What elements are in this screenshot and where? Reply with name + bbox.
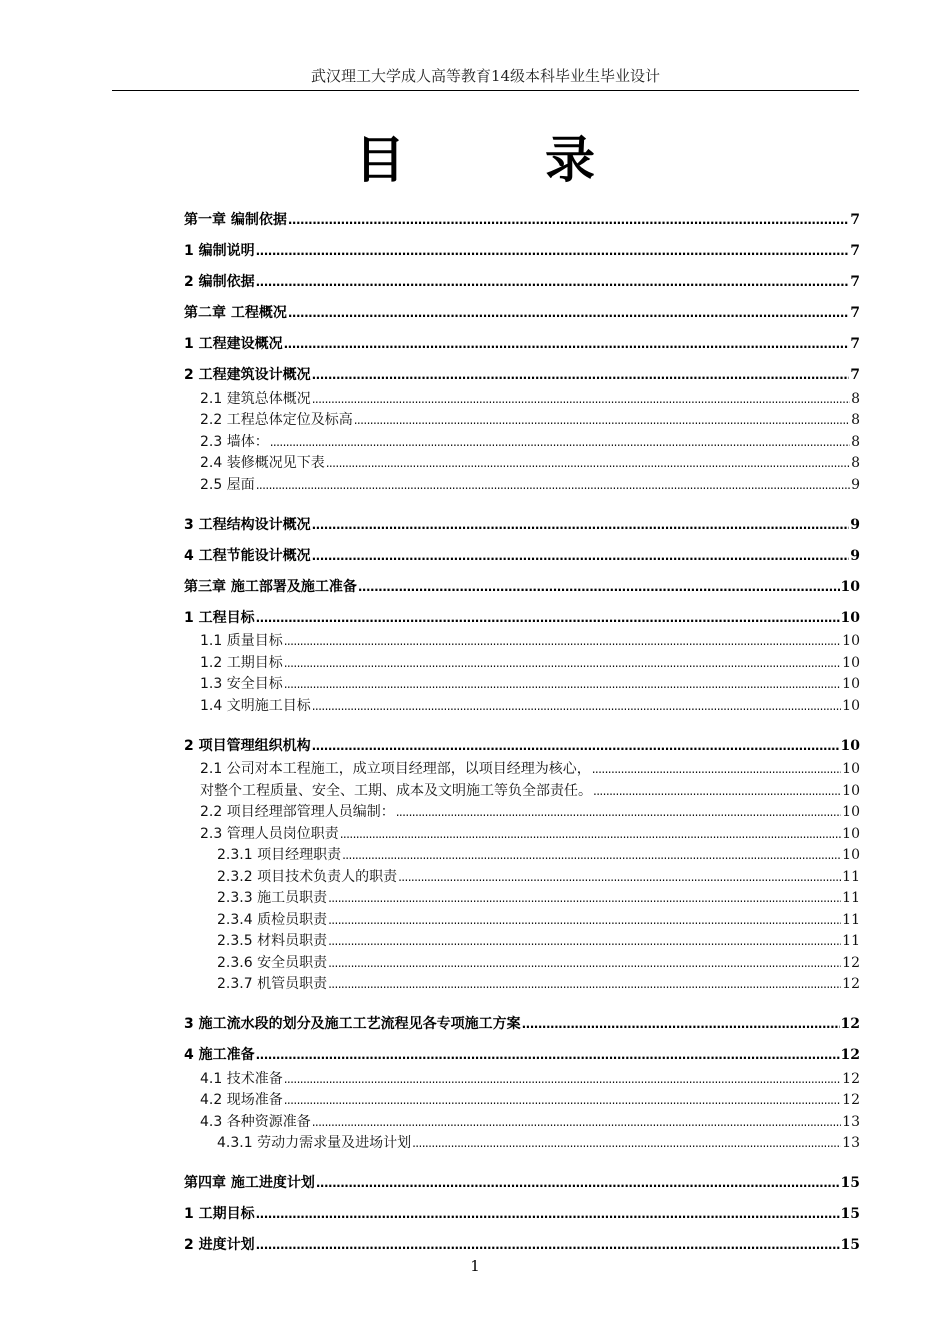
toc-dot-leader xyxy=(312,515,850,535)
toc-entry[interactable] xyxy=(184,230,860,261)
toc-entry-title: 1 工程目标 xyxy=(184,609,255,626)
toc-entry-title: 2.1 公司对本工程施工，成立项目经理部，以项目经理为核心， xyxy=(200,761,591,777)
toc-dot-leader xyxy=(326,453,850,473)
toc-dot-leader xyxy=(284,1069,841,1089)
toc-entry-title: 第四章 施工进度计划 xyxy=(184,1175,315,1191)
table-of-contents xyxy=(184,199,860,1255)
toc-entry-title: 对整个工程质量、安全、工期、成本及文明施工等负全部责任。 xyxy=(200,782,592,799)
toc-entry[interactable] xyxy=(184,673,860,695)
toc-entry-title: 2.3.4 质检员职责 xyxy=(217,911,328,928)
toc-dot-leader xyxy=(256,475,850,495)
toc-entry-title: 2.3.6 安全员职责 xyxy=(217,954,328,971)
toc-entry-page: 10 xyxy=(840,578,860,595)
toc-entry-page: 10 xyxy=(842,633,860,649)
toc-entry-title: 2.4 装修概况见下表 xyxy=(200,455,325,471)
toc-dot-leader xyxy=(256,1204,840,1224)
toc-entry-page: 15 xyxy=(840,1237,860,1253)
toc-entry-page: 10 xyxy=(842,676,860,692)
toc-dot-leader xyxy=(328,888,841,908)
toc-entry-title: 2.3 管理人员岗位职责 xyxy=(200,825,339,842)
toc-dot-leader xyxy=(522,1014,840,1034)
toc-entry-page: 8 xyxy=(851,390,860,407)
toc-dot-leader xyxy=(312,365,850,385)
toc-dot-leader xyxy=(256,1235,840,1255)
toc-entry-title: 1 编制说明 xyxy=(184,243,255,259)
toc-entry-page: 11 xyxy=(842,868,860,885)
toc-entry[interactable] xyxy=(184,801,860,823)
toc-entry[interactable] xyxy=(184,199,860,230)
toc-dot-leader xyxy=(342,845,841,865)
toc-dot-leader xyxy=(284,1090,841,1110)
toc-entry-page: 12 xyxy=(842,976,860,992)
toc-entry[interactable] xyxy=(184,430,860,452)
page-number: 1 xyxy=(470,1257,480,1275)
toc-dot-leader xyxy=(593,781,841,801)
toc-dot-leader xyxy=(256,1045,840,1065)
toc-entry[interactable] xyxy=(184,779,860,801)
toc-dot-leader xyxy=(284,631,841,651)
toc-entry-page: 13 xyxy=(842,1113,860,1130)
toc-dot-leader xyxy=(312,696,841,716)
toc-entry-page: 11 xyxy=(842,933,860,949)
toc-entry[interactable] xyxy=(184,1003,860,1034)
toc-entry-title: 1.2 工期目标 xyxy=(200,654,283,671)
toc-dot-leader xyxy=(328,974,841,994)
toc-entry[interactable] xyxy=(184,535,860,566)
toc-dot-leader xyxy=(312,389,850,409)
toc-entry-title: 第一章 编制依据 xyxy=(184,212,287,228)
toc-entry-title: 1.4 文明施工目标 xyxy=(200,697,311,714)
toc-entry-title: 2.2 工程总体定位及标高 xyxy=(200,412,353,428)
toc-entry[interactable] xyxy=(184,908,860,930)
toc-entry[interactable] xyxy=(184,930,860,952)
toc-entry-page: 9 xyxy=(851,476,860,493)
toc-dot-leader xyxy=(288,210,849,230)
toc-entry-page: 11 xyxy=(842,890,860,906)
toc-dot-leader xyxy=(340,824,841,844)
toc-entry-title: 3 施工流水段的划分及施工工艺流程见各专项施工方案 xyxy=(184,1016,521,1032)
header-text: 武汉理工大学成人高等教育14级本科毕业生毕业设计 xyxy=(310,67,661,85)
toc-entry-page: 15 xyxy=(840,1175,860,1191)
toc-entry-page: 7 xyxy=(850,243,860,259)
toc-entry[interactable] xyxy=(184,1162,860,1193)
toc-entry-page: 12 xyxy=(842,954,860,971)
toc-dot-leader xyxy=(284,674,841,694)
toc-entry-title: 1.3 安全目标 xyxy=(200,676,283,692)
toc-entry[interactable] xyxy=(184,725,860,756)
toc-entry[interactable] xyxy=(184,409,860,431)
toc-entry[interactable] xyxy=(184,887,860,909)
toc-entry-page: 7 xyxy=(850,336,860,352)
toc-entry-title: 2.3.2 项目技术负责人的职责 xyxy=(217,868,398,885)
toc-entry-page: 10 xyxy=(842,654,860,671)
toc-entry-page: 8 xyxy=(851,455,860,471)
toc-entry-title: 3 工程结构设计概况 xyxy=(184,516,311,533)
toc-dot-leader xyxy=(256,608,840,628)
toc-entry-page: 12 xyxy=(840,1047,860,1063)
toc-entry-page: 11 xyxy=(842,911,860,928)
toc-entry[interactable] xyxy=(184,323,860,354)
page-header xyxy=(112,66,859,91)
toc-entry-title: 4.3 各种资源准备 xyxy=(200,1113,311,1130)
toc-dot-leader xyxy=(396,802,841,822)
toc-entry-page: 9 xyxy=(850,516,860,533)
toc-dot-leader xyxy=(328,910,841,930)
toc-title xyxy=(0,128,950,192)
toc-entry-title: 2.3.1 项目经理职责 xyxy=(217,847,342,863)
toc-dot-leader xyxy=(398,867,841,887)
toc-entry-page: 7 xyxy=(850,305,860,321)
toc-entry[interactable] xyxy=(184,597,860,628)
toc-dot-leader xyxy=(270,432,850,452)
toc-entry-title: 4.2 现场准备 xyxy=(200,1092,283,1108)
toc-dot-leader xyxy=(328,953,841,973)
toc-dot-leader xyxy=(312,546,850,566)
toc-dot-leader xyxy=(284,334,850,354)
toc-dot-leader xyxy=(284,653,841,673)
toc-dot-leader xyxy=(328,931,841,951)
toc-entry-page: 9 xyxy=(850,547,860,564)
toc-title-left: 目 xyxy=(355,131,405,189)
toc-dot-leader xyxy=(256,241,850,261)
toc-entry[interactable] xyxy=(184,261,860,292)
toc-entry-title: 4 工程节能设计概况 xyxy=(184,547,311,564)
toc-entry[interactable] xyxy=(184,1034,860,1065)
toc-entry[interactable] xyxy=(184,651,860,673)
toc-entry-title: 2.3.5 材料员职责 xyxy=(217,933,328,949)
toc-dot-leader xyxy=(256,272,850,292)
toc-entry-page: 10 xyxy=(842,804,860,820)
toc-entry[interactable] xyxy=(184,1089,860,1111)
toc-entry-title: 第三章 施工部署及施工准备 xyxy=(184,578,357,595)
toc-dot-leader xyxy=(288,303,849,323)
toc-entry-page: 7 xyxy=(850,212,860,228)
toc-entry[interactable] xyxy=(184,822,860,844)
toc-entry[interactable] xyxy=(184,504,860,535)
toc-dot-leader xyxy=(358,577,840,597)
toc-entry[interactable] xyxy=(184,1110,860,1132)
toc-dot-leader xyxy=(592,759,841,779)
toc-entry[interactable] xyxy=(184,758,860,780)
toc-entry[interactable] xyxy=(184,1193,860,1224)
toc-entry[interactable] xyxy=(184,292,860,323)
toc-entry[interactable] xyxy=(184,1224,860,1255)
toc-entry-title: 2 工程建筑设计概况 xyxy=(184,367,311,383)
toc-entry[interactable] xyxy=(184,1132,860,1154)
toc-entry-page: 8 xyxy=(851,412,860,428)
toc-entry-title: 2.3.3 施工员职责 xyxy=(217,890,328,906)
toc-entry-title: 4.1 技术准备 xyxy=(200,1070,283,1087)
toc-entry[interactable] xyxy=(184,473,860,495)
toc-entry-page: 12 xyxy=(842,1092,860,1108)
toc-entry-title: 2.3.7 机管员职责 xyxy=(217,976,328,992)
toc-entry-page: 8 xyxy=(851,433,860,450)
toc-entry-page: 13 xyxy=(842,1135,860,1151)
toc-title-right: 录 xyxy=(545,131,595,189)
toc-entry[interactable] xyxy=(184,566,860,597)
toc-entry[interactable] xyxy=(184,973,860,995)
toc-entry-title: 1 工期目标 xyxy=(184,1206,255,1222)
toc-entry-title: 2.2 项目经理部管理人员编制： xyxy=(200,804,395,820)
toc-entry[interactable] xyxy=(184,844,860,866)
toc-entry-page: 10 xyxy=(842,847,860,863)
toc-entry-title: 2 编制依据 xyxy=(184,274,255,290)
toc-dot-leader xyxy=(354,410,850,430)
toc-entry-title: 1 工程建设概况 xyxy=(184,336,283,352)
toc-entry-title: 4.3.1 劳动力需求量及进场计划 xyxy=(217,1135,412,1151)
toc-entry-page: 10 xyxy=(840,609,860,626)
toc-entry-page: 10 xyxy=(842,782,860,799)
toc-entry-title: 第二章 工程概况 xyxy=(184,305,287,321)
toc-entry[interactable] xyxy=(184,387,860,409)
toc-entry-page: 15 xyxy=(840,1206,860,1222)
toc-entry-title: 4 施工准备 xyxy=(184,1047,255,1063)
toc-entry[interactable] xyxy=(184,452,860,474)
toc-dot-leader xyxy=(312,1112,841,1132)
toc-entry-page: 10 xyxy=(840,737,860,754)
toc-entry-page: 7 xyxy=(850,367,860,383)
toc-entry-page: 12 xyxy=(842,1070,860,1087)
toc-entry[interactable] xyxy=(184,354,860,385)
toc-entry[interactable] xyxy=(184,630,860,652)
toc-dot-leader xyxy=(412,1133,841,1153)
page-footer xyxy=(0,1257,950,1275)
toc-entry-title: 2.1 建筑总体概况 xyxy=(200,390,311,407)
toc-entry[interactable] xyxy=(184,1067,860,1089)
toc-entry[interactable] xyxy=(184,865,860,887)
toc-entry-page: 10 xyxy=(842,697,860,714)
toc-entry-title: 2 项目管理组织机构 xyxy=(184,737,311,754)
toc-entry-page: 10 xyxy=(842,761,860,777)
toc-entry-page: 10 xyxy=(842,825,860,842)
toc-entry-page: 7 xyxy=(850,274,860,290)
toc-entry-title: 2 进度计划 xyxy=(184,1237,255,1253)
toc-entry[interactable] xyxy=(184,951,860,973)
toc-entry-title: 2.5 屋面 xyxy=(200,476,255,493)
toc-dot-leader xyxy=(312,736,840,756)
toc-entry[interactable] xyxy=(184,694,860,716)
toc-dot-leader xyxy=(316,1173,840,1193)
toc-entry-title: 1.1 质量目标 xyxy=(200,633,283,649)
toc-entry-page: 12 xyxy=(840,1016,860,1032)
toc-entry-title: 2.3 墙体： xyxy=(200,433,269,450)
